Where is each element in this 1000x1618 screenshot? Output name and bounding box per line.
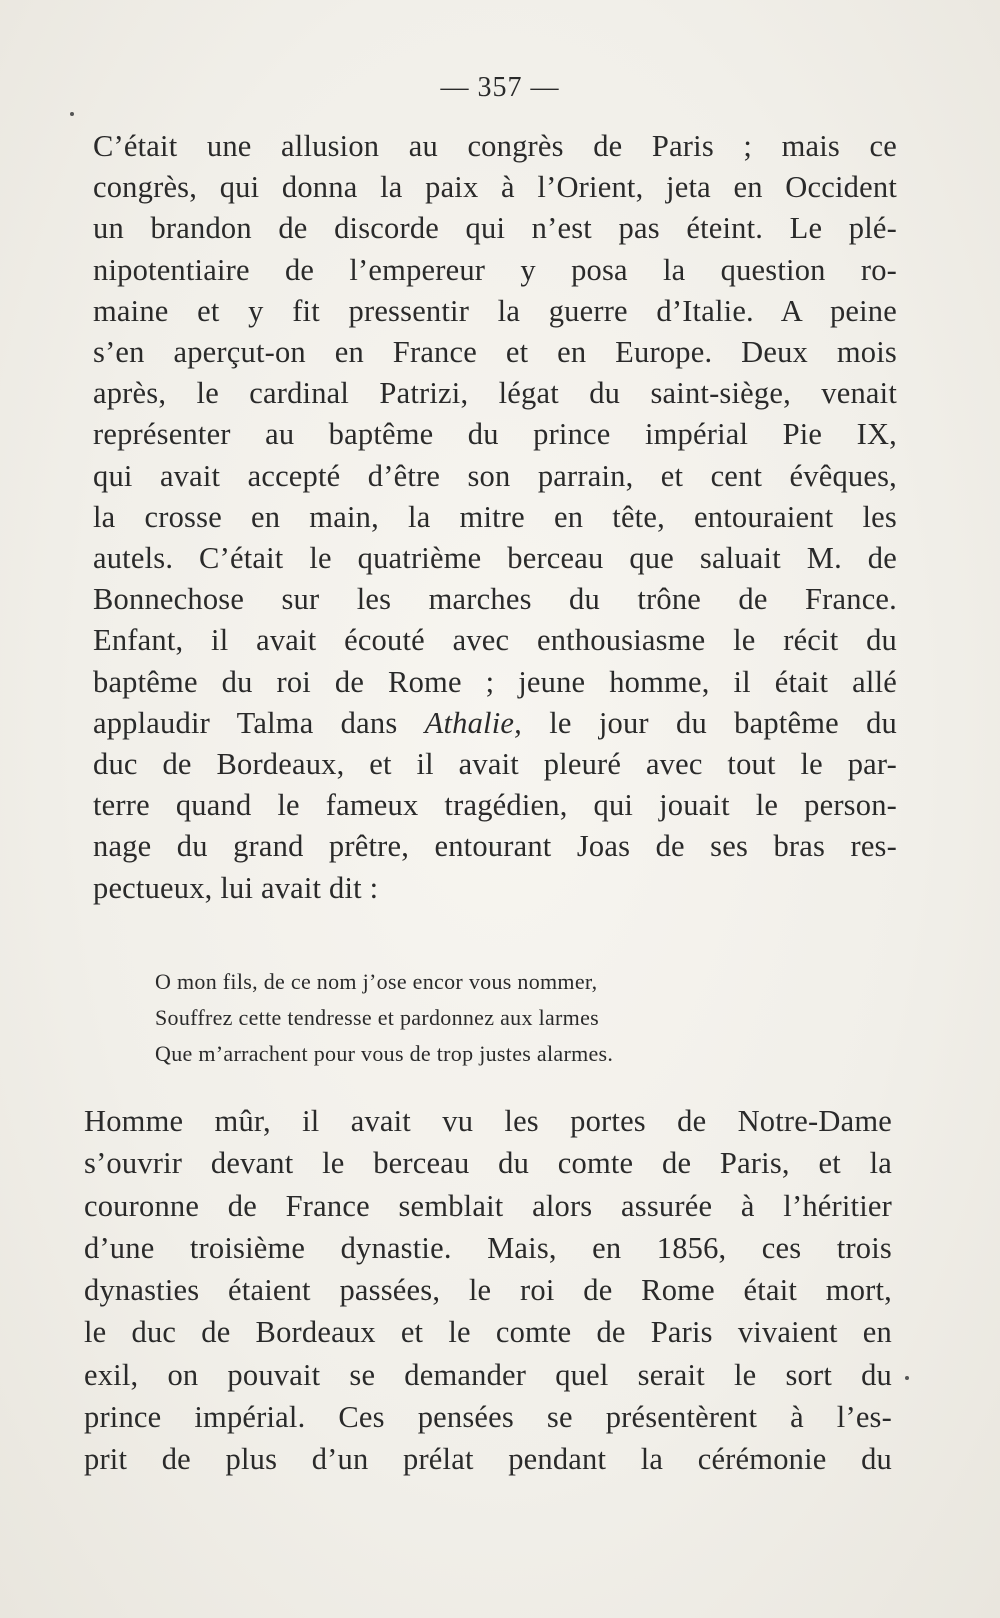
text-line: Homme mûr, il avait vu les portes de Notre-Dame xyxy=(84,1104,892,1138)
verse-line: O mon fils, de ce nom j’ose encor vous nommer, xyxy=(155,969,598,994)
text-line: la crosse en main, la mitre en tête, entouraient les xyxy=(93,499,897,534)
speck-mark xyxy=(70,112,74,116)
text-line: duc de Bordeaux, et il avait pleuré avec tout le par- xyxy=(93,747,897,782)
verse-line: Souffrez cette tendresse et pardonnez aux larmes xyxy=(155,1005,600,1030)
text-line-with-title xyxy=(93,703,897,744)
text-line: qui avait accepté d’être son parrain, et cent évêques, xyxy=(93,458,897,493)
italic-title: Athalie, xyxy=(424,705,522,740)
text-line: congrès, qui donna la paix à l’Orient, jeta en Occident xyxy=(93,170,897,205)
paragraph-1 xyxy=(93,126,897,909)
text-line: dynasties étaient passées, le roi de Rome était mort, xyxy=(84,1273,892,1308)
text-line: prit de plus d’un prélat pendant la cérémonie du xyxy=(84,1442,892,1477)
text-line: s’ouvrir devant le berceau du comte de Paris, et la xyxy=(84,1146,892,1181)
text-line: Bonnechose sur les marches du trône de France. xyxy=(93,582,897,617)
text-line: s’en aperçut-on en France et en Europe. Deux mois xyxy=(93,335,897,370)
text-line: couronne de France semblait alors assurée à l’héritier xyxy=(84,1188,892,1223)
verse-quotation xyxy=(155,964,795,1072)
text-line: après, le cardinal Patrizi, légat du saint-siège, venait xyxy=(93,376,897,411)
text-line: C’était une allusion au congrès de Paris ; mais ce xyxy=(93,129,897,163)
text-line: pectueux, lui avait dit : xyxy=(93,870,379,905)
text-line: d’une troisième dynastie. Mais, en 1856, ces trois xyxy=(84,1230,892,1265)
text-line: autels. C’était le quatrième berceau que saluait M. de xyxy=(93,541,897,576)
text-segment: le jour du baptême du xyxy=(521,705,897,740)
text-line: exil, on pouvait se demander quel serait le sort du xyxy=(84,1357,892,1392)
speck-mark xyxy=(905,1376,909,1380)
text-line: terre quand le fameux tragédien, qui jouait le person- xyxy=(93,788,897,823)
text-line: nage du grand prêtre, entourant Joas de ses bras res- xyxy=(93,829,897,864)
paragraph-2 xyxy=(84,1100,892,1481)
text-segment: applaudir Talma dans xyxy=(93,705,425,740)
text-line: nipotentiaire de l’empereur y posa la question ro- xyxy=(93,252,897,287)
text-line: baptême du roi de Rome ; jeune homme, il était allé xyxy=(93,664,897,699)
text-line: le duc de Bordeaux et le comte de Paris vivaient en xyxy=(84,1315,892,1350)
page-number: — 357 — xyxy=(440,72,560,103)
text-line: prince impérial. Ces pensées se présentèrent à l’es- xyxy=(84,1400,892,1435)
text-line: un brandon de discorde qui n’est pas éteint. Le plé- xyxy=(93,211,897,246)
verse-line: Que m’arrachent pour vous de trop justes alarmes. xyxy=(155,1041,614,1066)
text-line: Enfant, il avait écouté avec enthousiasme le récit du xyxy=(93,623,897,658)
text-line: maine et y fit pressentir la guerre d’Italie. A peine xyxy=(93,293,897,328)
text-line: représenter au baptême du prince impérial Pie IX, xyxy=(93,417,897,452)
